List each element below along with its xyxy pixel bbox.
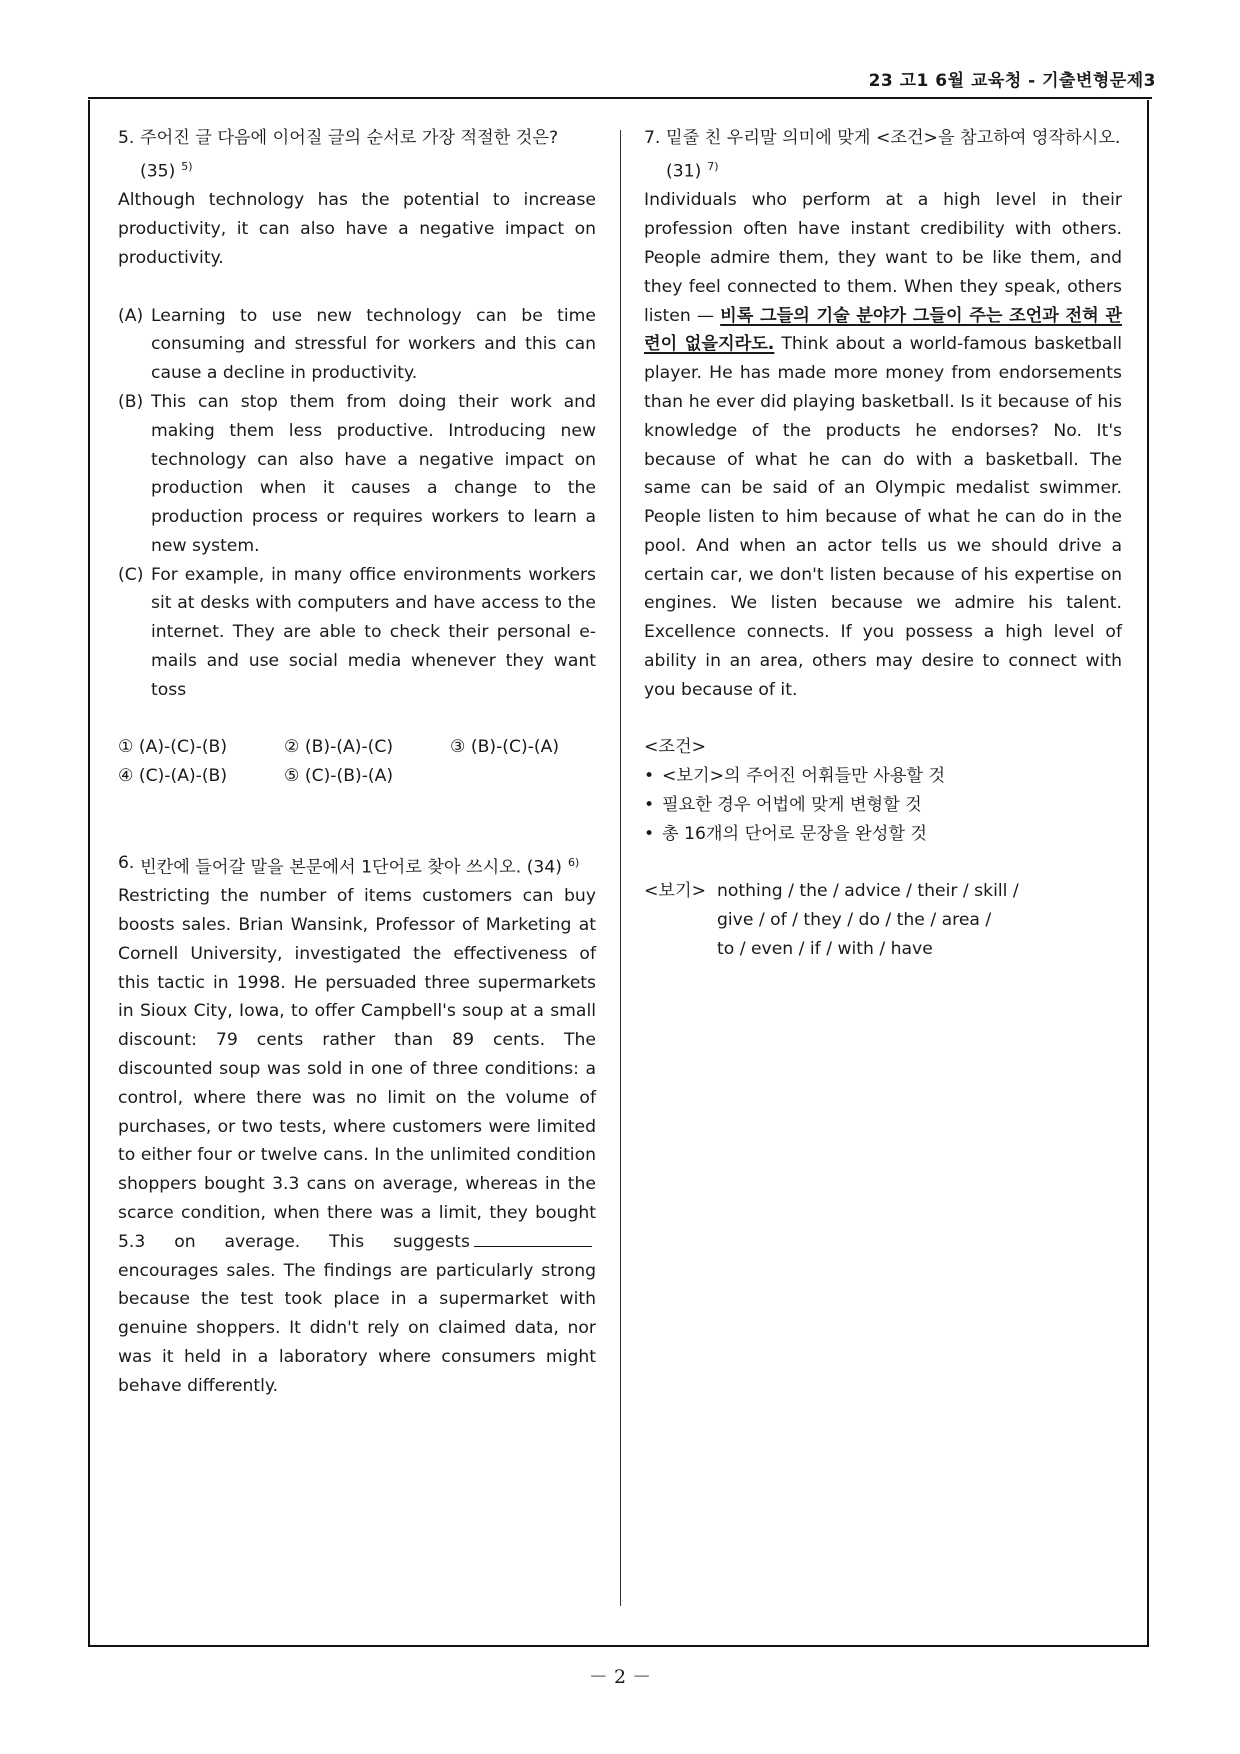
question-7-footnote-ref: 7) — [707, 159, 719, 173]
question-7-number: 7. — [644, 128, 661, 148]
question-5-heading — [118, 124, 596, 186]
underlined-korean-phrase: 비록 그들의 기술 분야가 그들이 주는 조언과 전혀 관련이 없을지라도. — [644, 305, 1122, 355]
question-5-choices — [118, 733, 596, 791]
word-bank-label: <보기> — [644, 881, 707, 902]
condition-text: 필요한 경우 어법에 맞게 변형할 것 — [662, 795, 922, 816]
bullet-icon: • — [644, 823, 655, 844]
word-bank-line: nothing / the / advice / their / skill / — [717, 881, 1019, 902]
choice-5: ⑤ (C)-(B)-(A) — [284, 766, 394, 787]
question-5-intro: Although technology has the potential to increase productivity, it can also have a negative impact on productivity. — [118, 190, 596, 268]
page-number: － 2 － — [588, 1666, 652, 1688]
bullet-icon: • — [644, 795, 655, 816]
right-column — [644, 124, 1122, 964]
question-7-prompt — [666, 124, 1122, 186]
paragraph-b-text: This can stop them from doing their work and making them less productive. Introducing new technology can also have a negative impact on production when it causes a change to the production process or requires workers to learn a new system. — [151, 391, 596, 556]
bullet-icon: • — [644, 766, 655, 787]
word-bank-line: to / even / if / with / have — [717, 939, 933, 960]
answer-blank — [474, 1228, 592, 1247]
word-bank — [644, 877, 1122, 963]
condition-item — [644, 762, 1122, 791]
paragraph-c-label: (C) — [118, 564, 144, 585]
paragraph-c — [118, 561, 596, 705]
question-7-prompt-text: 밑줄 친 우리말 의미에 맞게 <조건>을 참고하여 영작하시오. (31) — [666, 128, 1121, 182]
choice-4: ④ (C)-(A)-(B) — [118, 766, 228, 787]
question-7-heading — [644, 124, 1122, 186]
conditions-list — [644, 762, 1122, 848]
question-7-passage — [644, 186, 1122, 704]
choice-3: ③ (B)-(C)-(A) — [450, 737, 560, 758]
page-header-title: 23 고1 6월 교육청 - 기출변형문제3 — [868, 71, 1156, 91]
question-6-passage — [118, 882, 596, 1400]
choice-1: ① (A)-(C)-(B) — [118, 737, 228, 758]
word-bank-line: give / of / they / do / the / area / — [717, 910, 992, 931]
condition-text: 총 16개의 단어로 문장을 완성할 것 — [662, 823, 928, 844]
question-6-footnote-ref: 6) — [568, 855, 580, 869]
choice-2: ② (B)-(A)-(C) — [284, 737, 394, 758]
question-6-prompt-text: 빈칸에 들어갈 말을 본문에서 1단어로 찾아 쓰시오. (34) — [140, 857, 562, 878]
question-5-prompt — [140, 124, 596, 186]
question-6-prompt — [140, 849, 596, 883]
question-5-number: 5. — [118, 128, 135, 148]
header-rule — [88, 97, 1152, 99]
question-6-number: 6. — [118, 852, 135, 873]
question-5-prompt-text: 주어진 글 다음에 이어질 글의 순서로 가장 적절한 것은? (35) — [140, 128, 559, 182]
paragraph-b-label: (B) — [118, 391, 144, 412]
column-divider — [620, 130, 621, 1606]
paragraph-a-label: (A) — [118, 305, 144, 326]
condition-item — [644, 820, 1122, 849]
paragraph-c-text: For example, in many office environments workers sit at desks with computers and have access to the internet. They are able to check their personal e-mails and use social media whenever they want toss — [151, 564, 596, 700]
word-bank-words — [717, 877, 1019, 963]
conditions-title: <조건> — [644, 737, 707, 758]
question-6-passage-before: Restricting the number of items customers can buy boosts sales. Brian Wansink, Professor of Marketing at Cornell University, investigated the effectiveness of this tactic in 1998. He persuaded three supermarkets in Sioux City, Iowa, to offer Campbell's soup at a small discount: 79 cents rather than 89 cents. The discounted soup was sold in one of three conditions: a control, where there was no limit on the volume of purchases, or two tests, where customers were limited to either four or twelve cans. In the unlimited condition shoppers bought 3.3 cans on average, whereas in the scarce condition, when there was a limit, they bought 5.3 on average. This suggests — [118, 886, 596, 1252]
condition-text: <보기>의 주어진 어휘들만 사용할 것 — [662, 766, 946, 787]
paragraph-a-text: Learning to use new technology can be time consuming and stressful for workers and this can cause a decline in productivity. — [151, 305, 596, 384]
question-6-heading — [118, 849, 596, 883]
condition-item — [644, 791, 1122, 820]
question-6-passage-after: encourages sales. The findings are particularly strong because the test took place in a supermarket with genuine shoppers. It didn't rely on claimed data, nor was it held in a laboratory where consumers might behave differently. — [118, 1260, 596, 1396]
paragraph-b — [118, 388, 596, 561]
paragraph-a — [118, 302, 596, 388]
question-5-footnote-ref: 5) — [181, 159, 193, 173]
question-7-passage-after: Think about a world-famous basketball player. He has made more money from endorsements than he ever did playing basketball. Is it because of his knowledge of the products he endorses? No. It's because of what he can do with a basketball. The same can be said of an Olympic medalist swimmer. People listen to him because of what he can do in the pool. And when an actor tells us we should drive a certain car, we don't listen because of his expertise on engines. We listen because we admire his talent. Excellence connects. If you possess a high level of ability in an area, others may desire to connect with you because of it. — [644, 334, 1122, 700]
question-7-passage-before: Individuals who perform at a high level in their profession often have instant credibility with others. People admire them, they want to be like them, and they feel connected to them. When they speak, others listen — — [644, 190, 1122, 326]
left-column — [118, 124, 596, 1401]
